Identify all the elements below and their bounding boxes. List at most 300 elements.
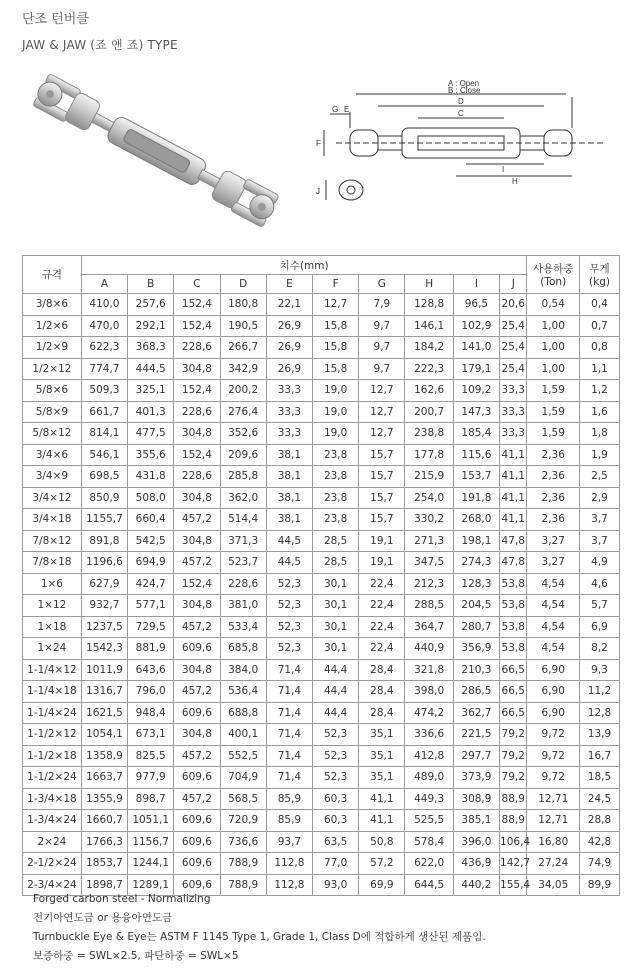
- value-cell: 274,3: [453, 552, 499, 574]
- value-cell: 977,9: [128, 767, 174, 789]
- value-cell: 93,7: [266, 831, 312, 853]
- table-row: [23, 853, 620, 875]
- value-cell: 28,4: [359, 681, 405, 703]
- value-cell: 1,2: [579, 380, 619, 402]
- value-cell: 788,9: [220, 874, 266, 896]
- value-cell: 146,1: [405, 315, 453, 337]
- value-cell: 30,1: [313, 638, 359, 660]
- value-cell: 71,4: [266, 659, 312, 681]
- table-row: [23, 810, 620, 832]
- spec-cell: 5/8×12: [23, 423, 82, 445]
- value-cell: 410,0: [81, 294, 127, 316]
- value-cell: 276,4: [220, 401, 266, 423]
- value-cell: 444,5: [128, 358, 174, 380]
- value-cell: 400,1: [220, 724, 266, 746]
- value-cell: 412,8: [405, 745, 453, 767]
- spec-cell: 1/2×9: [23, 337, 82, 359]
- value-cell: 1316,7: [81, 681, 127, 703]
- value-cell: 356,9: [453, 638, 499, 660]
- value-cell: 932,7: [81, 595, 127, 617]
- value-cell: 200,2: [220, 380, 266, 402]
- value-cell: 210,3: [453, 659, 499, 681]
- value-cell: 209,6: [220, 444, 266, 466]
- value-cell: 5,7: [579, 595, 619, 617]
- value-cell: 577,1: [128, 595, 174, 617]
- dim-column-header: B: [128, 275, 174, 294]
- value-cell: 112,8: [266, 874, 312, 896]
- value-cell: 4,54: [527, 616, 580, 638]
- value-cell: 23,8: [313, 466, 359, 488]
- value-cell: 0,8: [579, 337, 619, 359]
- spec-cell: 1×12: [23, 595, 82, 617]
- value-cell: 297,7: [453, 745, 499, 767]
- value-cell: 60,3: [313, 788, 359, 810]
- table-row: [23, 401, 620, 423]
- value-cell: 42,8: [579, 831, 619, 853]
- page-subtitle: JAW & JAW (죠 앤 죠) TYPE: [22, 38, 178, 52]
- table-row: [23, 509, 620, 531]
- dim-j-label: J: [316, 187, 320, 196]
- table-row: [23, 466, 620, 488]
- value-cell: 3,27: [527, 530, 580, 552]
- value-cell: 71,4: [266, 724, 312, 746]
- value-cell: 474,2: [405, 702, 453, 724]
- value-cell: 52,3: [266, 616, 312, 638]
- value-cell: 4,54: [527, 595, 580, 617]
- dim-column-header: F: [313, 275, 359, 294]
- value-cell: 38,1: [266, 444, 312, 466]
- value-cell: 19,0: [313, 401, 359, 423]
- value-cell: 3,7: [579, 509, 619, 531]
- value-cell: 1155,7: [81, 509, 127, 531]
- value-cell: 15,7: [359, 487, 405, 509]
- value-cell: 1,00: [527, 315, 580, 337]
- value-cell: 627,9: [81, 573, 127, 595]
- value-cell: 673,1: [128, 724, 174, 746]
- value-cell: 141,0: [453, 337, 499, 359]
- table-row: [23, 573, 620, 595]
- value-cell: 71,4: [266, 767, 312, 789]
- value-cell: 286,5: [453, 681, 499, 703]
- value-cell: 155,4: [500, 874, 527, 896]
- value-cell: 304,8: [174, 595, 220, 617]
- spec-cell: 1-3/4×24: [23, 810, 82, 832]
- value-cell: 1,59: [527, 423, 580, 445]
- value-cell: 1542,3: [81, 638, 127, 660]
- value-cell: 7,9: [359, 294, 405, 316]
- value-cell: 69,9: [359, 874, 405, 896]
- value-cell: 609,6: [174, 810, 220, 832]
- value-cell: 1,8: [579, 423, 619, 445]
- dim-column-header: C: [174, 275, 220, 294]
- value-cell: 22,4: [359, 573, 405, 595]
- value-cell: 228,6: [220, 573, 266, 595]
- value-cell: 38,1: [266, 466, 312, 488]
- value-cell: 308,9: [453, 788, 499, 810]
- value-cell: 185,4: [453, 423, 499, 445]
- value-cell: 449,3: [405, 788, 453, 810]
- value-cell: 568,5: [220, 788, 266, 810]
- value-cell: 52,3: [313, 724, 359, 746]
- value-cell: 27,24: [527, 853, 580, 875]
- value-cell: 22,4: [359, 595, 405, 617]
- value-cell: 88,9: [500, 788, 527, 810]
- value-cell: 292,1: [128, 315, 174, 337]
- dim-column-header: H: [405, 275, 453, 294]
- value-cell: 2,9: [579, 487, 619, 509]
- spec-cell: 1-1/4×18: [23, 681, 82, 703]
- value-cell: 191,8: [453, 487, 499, 509]
- dim-i-label: I: [502, 165, 505, 174]
- value-cell: 33,3: [500, 401, 527, 423]
- value-cell: 44,4: [313, 681, 359, 703]
- value-cell: 6,90: [527, 659, 580, 681]
- table-row: [23, 659, 620, 681]
- value-cell: 28,5: [313, 530, 359, 552]
- value-cell: 9,7: [359, 358, 405, 380]
- value-cell: 1289,1: [128, 874, 174, 896]
- value-cell: 12,71: [527, 810, 580, 832]
- value-cell: 542,5: [128, 530, 174, 552]
- value-cell: 18,5: [579, 767, 619, 789]
- value-cell: 57,2: [359, 853, 405, 875]
- value-cell: 34,05: [527, 874, 580, 896]
- spec-cell: 3/4×9: [23, 466, 82, 488]
- value-cell: 180,8: [220, 294, 266, 316]
- table-row: [23, 788, 620, 810]
- value-cell: 396,0: [453, 831, 499, 853]
- value-cell: 364,7: [405, 616, 453, 638]
- spec-table: [22, 255, 620, 896]
- value-cell: 514,4: [220, 509, 266, 531]
- value-cell: 93,0: [313, 874, 359, 896]
- value-cell: 152,4: [174, 380, 220, 402]
- value-cell: 53,8: [500, 573, 527, 595]
- value-cell: 19,1: [359, 530, 405, 552]
- value-cell: 38,1: [266, 509, 312, 531]
- value-cell: 381,0: [220, 595, 266, 617]
- value-cell: 342,9: [220, 358, 266, 380]
- value-cell: 128,3: [453, 573, 499, 595]
- value-cell: 330,2: [405, 509, 453, 531]
- value-cell: 525,5: [405, 810, 453, 832]
- value-cell: 362,0: [220, 487, 266, 509]
- dim-column-header: G: [359, 275, 405, 294]
- spec-cell: 3/4×6: [23, 444, 82, 466]
- value-cell: 85,9: [266, 810, 312, 832]
- value-cell: 22,4: [359, 638, 405, 660]
- value-cell: 304,8: [174, 659, 220, 681]
- value-cell: 1898,7: [81, 874, 127, 896]
- value-cell: 898,7: [128, 788, 174, 810]
- value-cell: 431,8: [128, 466, 174, 488]
- value-cell: 12,71: [527, 788, 580, 810]
- value-cell: 41,1: [500, 444, 527, 466]
- value-cell: 28,8: [579, 810, 619, 832]
- value-cell: 424,7: [128, 573, 174, 595]
- value-cell: 22,1: [266, 294, 312, 316]
- spec-cell: 1-1/4×24: [23, 702, 82, 724]
- table-row: [23, 745, 620, 767]
- table-row: [23, 530, 620, 552]
- value-cell: 3,27: [527, 552, 580, 574]
- table-row: [23, 831, 620, 853]
- spec-cell: 5/8×9: [23, 401, 82, 423]
- value-cell: 9,72: [527, 724, 580, 746]
- value-cell: 23,8: [313, 509, 359, 531]
- spec-cell: 2-1/2×24: [23, 853, 82, 875]
- value-cell: 660,4: [128, 509, 174, 531]
- value-cell: 385,1: [453, 810, 499, 832]
- value-cell: 153,7: [453, 466, 499, 488]
- table-row: [23, 294, 620, 316]
- value-cell: 609,6: [174, 767, 220, 789]
- value-cell: 35,1: [359, 745, 405, 767]
- value-cell: 152,4: [174, 294, 220, 316]
- dim-h-label: H: [512, 177, 518, 186]
- value-cell: 304,8: [174, 530, 220, 552]
- spec-cell: 1-1/2×18: [23, 745, 82, 767]
- value-cell: 4,6: [579, 573, 619, 595]
- value-cell: 198,1: [453, 530, 499, 552]
- dimension-drawing: [316, 72, 626, 237]
- value-cell: 336,6: [405, 724, 453, 746]
- value-cell: 0,4: [579, 294, 619, 316]
- value-cell: 285,8: [220, 466, 266, 488]
- value-cell: 77,0: [313, 853, 359, 875]
- value-cell: 44,5: [266, 552, 312, 574]
- value-cell: 12,7: [359, 423, 405, 445]
- value-cell: 304,8: [174, 724, 220, 746]
- value-cell: 16,80: [527, 831, 580, 853]
- value-cell: 457,2: [174, 616, 220, 638]
- value-cell: 74,9: [579, 853, 619, 875]
- dim-d-label: D: [458, 97, 464, 106]
- value-cell: 41,1: [359, 810, 405, 832]
- value-cell: 15,8: [313, 337, 359, 359]
- value-cell: 47,8: [500, 552, 527, 574]
- value-cell: 685,8: [220, 638, 266, 660]
- value-cell: 9,72: [527, 745, 580, 767]
- dim-column-header: I: [453, 275, 499, 294]
- value-cell: 41,1: [500, 509, 527, 531]
- table-row: [23, 595, 620, 617]
- value-cell: 112,8: [266, 853, 312, 875]
- value-cell: 52,3: [313, 767, 359, 789]
- value-cell: 50,8: [359, 831, 405, 853]
- value-cell: 35,1: [359, 767, 405, 789]
- value-cell: 509,3: [81, 380, 127, 402]
- value-cell: 71,4: [266, 745, 312, 767]
- value-cell: 609,6: [174, 853, 220, 875]
- spec-cell: 1-1/2×12: [23, 724, 82, 746]
- value-cell: 2,36: [527, 487, 580, 509]
- value-cell: 774,7: [81, 358, 127, 380]
- value-cell: 19,0: [313, 380, 359, 402]
- spec-cell: 1-3/4×18: [23, 788, 82, 810]
- value-cell: 257,6: [128, 294, 174, 316]
- value-cell: 88,9: [500, 810, 527, 832]
- dim-g-label: G: [332, 105, 339, 114]
- value-cell: 436,9: [453, 853, 499, 875]
- value-cell: 9,7: [359, 315, 405, 337]
- value-cell: 79,2: [500, 745, 527, 767]
- spec-cell: 1/2×12: [23, 358, 82, 380]
- table-row: [23, 767, 620, 789]
- value-cell: 15,8: [313, 358, 359, 380]
- value-cell: 44,4: [313, 702, 359, 724]
- spec-cell: 7/8×18: [23, 552, 82, 574]
- value-cell: 948,4: [128, 702, 174, 724]
- value-cell: 26,9: [266, 358, 312, 380]
- table-row: [23, 552, 620, 574]
- spec-cell: 1×6: [23, 573, 82, 595]
- value-cell: 221,5: [453, 724, 499, 746]
- value-cell: 15,7: [359, 466, 405, 488]
- value-cell: 47,8: [500, 530, 527, 552]
- dim-e-label: E: [344, 105, 350, 114]
- value-cell: 254,0: [405, 487, 453, 509]
- dim-column-header: D: [220, 275, 266, 294]
- table-row: [23, 616, 620, 638]
- value-cell: 66,5: [500, 681, 527, 703]
- value-cell: 33,3: [266, 423, 312, 445]
- value-cell: 85,9: [266, 788, 312, 810]
- value-cell: 28,4: [359, 702, 405, 724]
- value-cell: 694,9: [128, 552, 174, 574]
- value-cell: 28,4: [359, 659, 405, 681]
- value-cell: 470,0: [81, 315, 127, 337]
- value-cell: 4,54: [527, 573, 580, 595]
- value-cell: 1621,5: [81, 702, 127, 724]
- spec-cell: 1-1/4×12: [23, 659, 82, 681]
- dimension-group-header: 치수(mm): [81, 256, 527, 275]
- value-cell: 2,5: [579, 466, 619, 488]
- value-cell: 280,7: [453, 616, 499, 638]
- value-cell: 457,2: [174, 788, 220, 810]
- value-cell: 1054,1: [81, 724, 127, 746]
- value-cell: 115,6: [453, 444, 499, 466]
- table-row: [23, 724, 620, 746]
- value-cell: 536,4: [220, 681, 266, 703]
- value-cell: 30,1: [313, 595, 359, 617]
- value-cell: 4,54: [527, 638, 580, 660]
- value-cell: 26,9: [266, 315, 312, 337]
- value-cell: 28,5: [313, 552, 359, 574]
- value-cell: 1,6: [579, 401, 619, 423]
- value-cell: 304,8: [174, 487, 220, 509]
- value-cell: 162,6: [405, 380, 453, 402]
- dim-c-label: C: [458, 109, 464, 118]
- value-cell: 38,1: [266, 487, 312, 509]
- value-cell: 15,7: [359, 444, 405, 466]
- turnbuckle-photo: [20, 70, 290, 230]
- value-cell: 13,9: [579, 724, 619, 746]
- value-cell: 325,1: [128, 380, 174, 402]
- value-cell: 1,00: [527, 358, 580, 380]
- value-cell: 79,2: [500, 767, 527, 789]
- value-cell: 30,1: [313, 573, 359, 595]
- value-cell: 102,9: [453, 315, 499, 337]
- value-cell: 1,1: [579, 358, 619, 380]
- value-cell: 9,3: [579, 659, 619, 681]
- value-cell: 457,2: [174, 552, 220, 574]
- value-cell: 106,4: [500, 831, 527, 853]
- spec-cell: 3/8×6: [23, 294, 82, 316]
- value-cell: 96,5: [453, 294, 499, 316]
- value-cell: 578,4: [405, 831, 453, 853]
- value-cell: 4,9: [579, 552, 619, 574]
- value-cell: 271,3: [405, 530, 453, 552]
- value-cell: 53,8: [500, 616, 527, 638]
- value-cell: 19,0: [313, 423, 359, 445]
- value-cell: 729,5: [128, 616, 174, 638]
- value-cell: 9,7: [359, 337, 405, 359]
- value-cell: 52,3: [313, 745, 359, 767]
- value-cell: 22,4: [359, 616, 405, 638]
- value-cell: 66,5: [500, 659, 527, 681]
- value-cell: 881,9: [128, 638, 174, 660]
- table-row: [23, 337, 620, 359]
- value-cell: 6,90: [527, 702, 580, 724]
- table-row: [23, 315, 620, 337]
- value-cell: 1,59: [527, 380, 580, 402]
- spec-cell: 2×24: [23, 831, 82, 853]
- table-row: [23, 487, 620, 509]
- value-cell: 12,7: [359, 380, 405, 402]
- close-label: B : Close: [448, 86, 481, 95]
- value-cell: 2,36: [527, 444, 580, 466]
- value-cell: 215,9: [405, 466, 453, 488]
- value-cell: 704,9: [220, 767, 266, 789]
- value-cell: 71,4: [266, 702, 312, 724]
- value-cell: 533,4: [220, 616, 266, 638]
- value-cell: 1660,7: [81, 810, 127, 832]
- value-cell: 457,2: [174, 745, 220, 767]
- spec-cell: 1-1/2×24: [23, 767, 82, 789]
- value-cell: 321,8: [405, 659, 453, 681]
- value-cell: 401,3: [128, 401, 174, 423]
- value-cell: 523,7: [220, 552, 266, 574]
- value-cell: 814,1: [81, 423, 127, 445]
- value-cell: 489,0: [405, 767, 453, 789]
- note-plating: 전기아연도금 or 용융아연도금: [33, 912, 173, 924]
- spec-cell: 1/2×6: [23, 315, 82, 337]
- value-cell: 268,0: [453, 509, 499, 531]
- value-cell: 79,2: [500, 724, 527, 746]
- table-row: [23, 702, 620, 724]
- table-row: [23, 638, 620, 660]
- value-cell: 33,3: [266, 401, 312, 423]
- value-cell: 41,1: [500, 466, 527, 488]
- value-cell: 142,7: [500, 853, 527, 875]
- spec-cell: 3/4×12: [23, 487, 82, 509]
- value-cell: 109,2: [453, 380, 499, 402]
- value-cell: 622,3: [81, 337, 127, 359]
- value-cell: 609,6: [174, 831, 220, 853]
- value-cell: 384,0: [220, 659, 266, 681]
- value-cell: 204,5: [453, 595, 499, 617]
- value-cell: 24,5: [579, 788, 619, 810]
- page-title: 단조 턴버클: [22, 12, 89, 27]
- spec-cell: 1×24: [23, 638, 82, 660]
- value-cell: 152,4: [174, 444, 220, 466]
- value-cell: 720,9: [220, 810, 266, 832]
- value-cell: 63,5: [313, 831, 359, 853]
- value-cell: 1853,7: [81, 853, 127, 875]
- value-cell: 52,3: [266, 638, 312, 660]
- value-cell: 373,9: [453, 767, 499, 789]
